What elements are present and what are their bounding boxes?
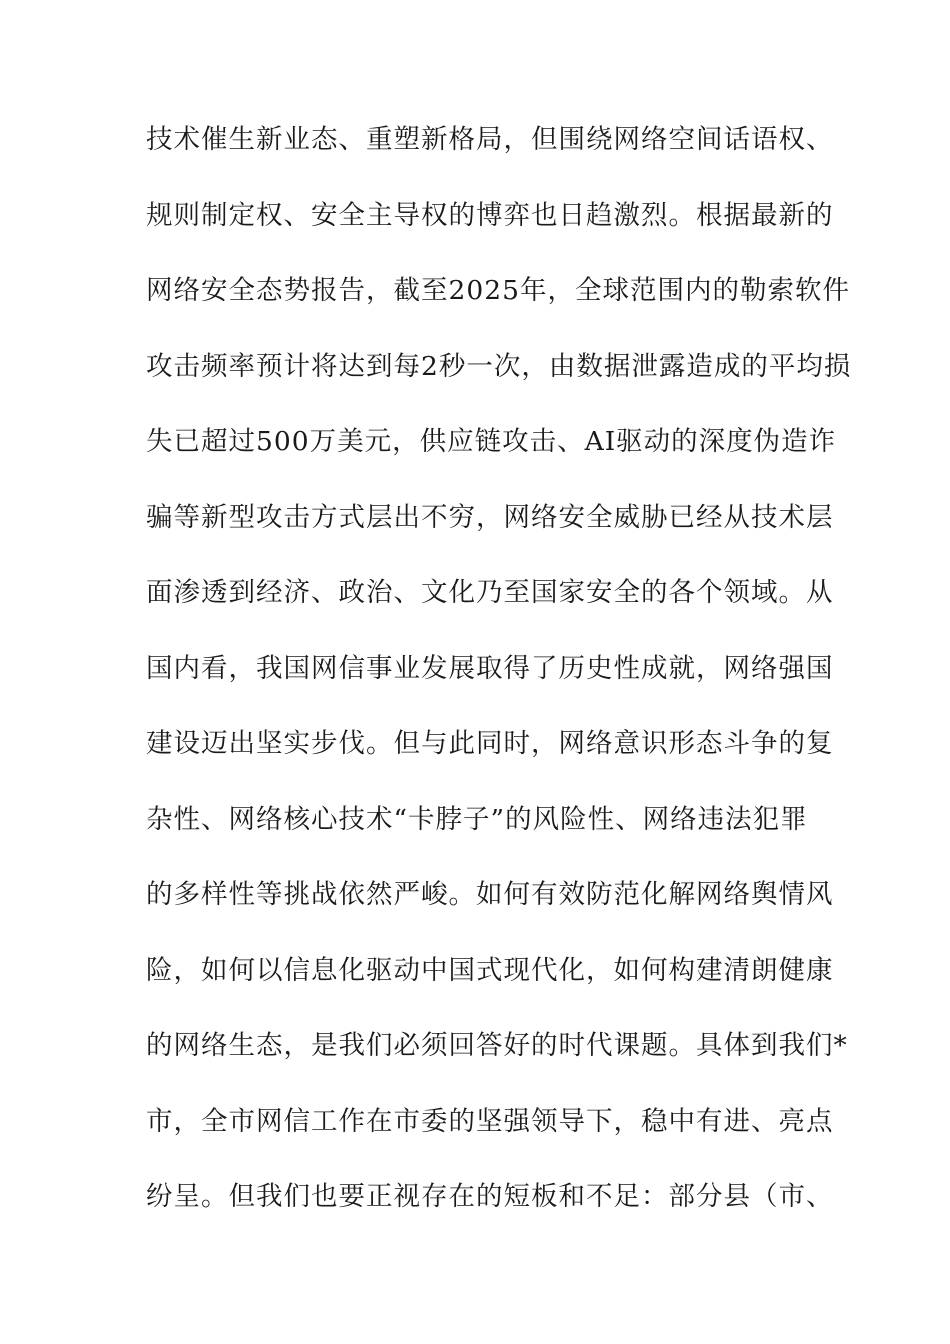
text-line: 失已超过500万美元，供应链攻击、AI驱动的深度伪造诈 (146, 426, 837, 457)
text-line: 纷呈。但我们也要正视存在的短板和不足：部分县（市、 (146, 1181, 834, 1212)
text-line: 的网络生态，是我们必须回答好的时代课题。具体到我们* (146, 1030, 848, 1061)
text-line: 市，全市网信工作在市委的坚强领导下，稳中有进、亮点 (146, 1105, 834, 1137)
text-line: 国内看，我国网信事业发展取得了历史性成就，网络强国 (146, 652, 834, 684)
text-line: 的多样性等挑战依然严峻。如何有效防范化解网络舆情风 (146, 879, 834, 910)
text-line: 规则制定权、安全主导权的博弈也日趋激烈。根据最新的 (146, 199, 834, 231)
text-line: 骗等新型攻击方式层出不穷，网络安全威胁已经从技术层 (146, 501, 834, 533)
text-line: 攻击频率预计将达到每2秒一次，由数据泄露造成的平均损 (146, 350, 852, 382)
text-line: 技术催生新业态、重塑新格局，但围绕网络空间话语权、 (146, 124, 834, 155)
body-text (146, 120, 852, 1253)
text-line: 建设迈出坚实步伐。但与此同时，网络意识形态斗争的复 (146, 728, 834, 759)
text-line: 网络安全态势报告，截至2025年，全球范围内的勒索软件 (146, 275, 850, 306)
text-line: 杂性、网络核心技术“卡脖子”的风险性、网络违法犯罪 (146, 803, 808, 835)
text-line: 险，如何以信息化驱动中国式现代化，如何构建清朗健康 (146, 954, 834, 986)
text-line: 面渗透到经济、政治、文化乃至国家安全的各个领域。从 (146, 577, 834, 608)
